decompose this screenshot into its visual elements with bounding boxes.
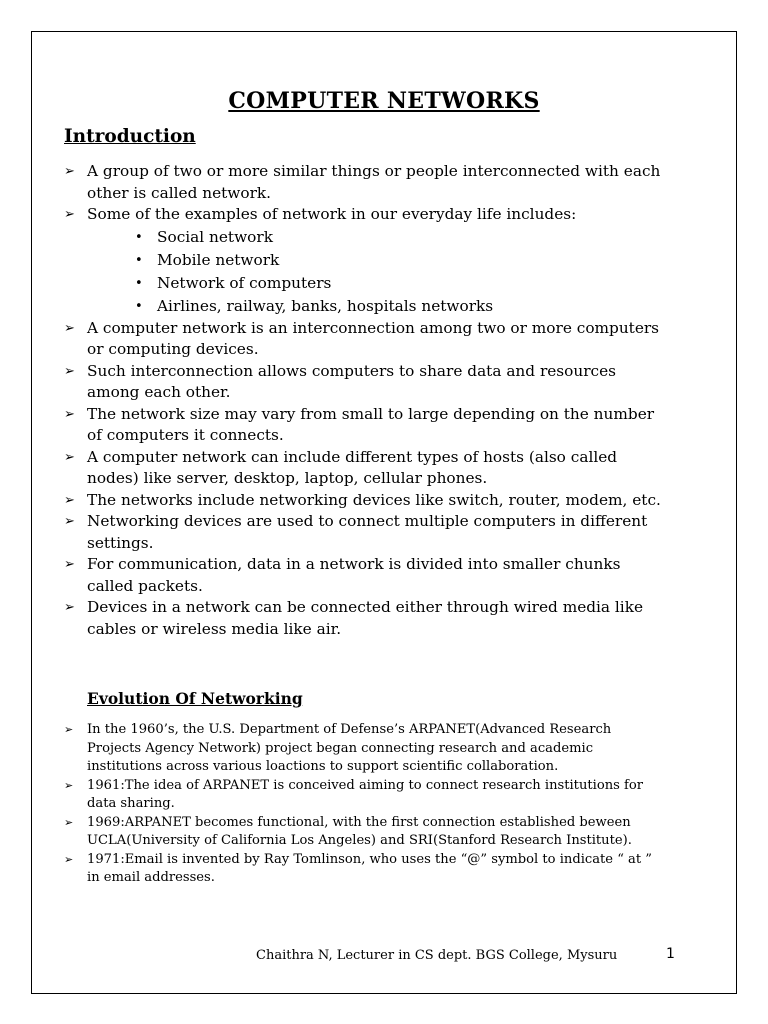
list-item-text: Some of the examples of network in our everyday life includes: [87, 205, 577, 223]
list-item [64, 511, 664, 554]
list-item [64, 851, 664, 888]
arrow-bullet-icon: ➢ [64, 723, 74, 736]
arrow-bullet-icon: ➢ [64, 320, 75, 336]
list-item [64, 161, 664, 204]
arrow-bullet-icon: ➢ [64, 449, 75, 465]
dot-bullet-icon: • [135, 252, 143, 268]
intro-heading: Introduction [64, 126, 196, 147]
list-item-text: 1961:The idea of ARPANET is conceived aiming to connect research institutions for data sharing. [87, 777, 644, 811]
evolution-heading: Evolution Of Networking [87, 689, 303, 708]
sub-list-item [64, 226, 664, 249]
arrow-bullet-icon: ➢ [64, 557, 75, 572]
page-footer: Chaithra N, Lecturer in CS dept. BGS College, Mysuru [256, 948, 618, 963]
list-item-text: For communication, data in a network is divided into smaller chunks called packets. [87, 555, 621, 595]
list-item-text: A computer network is an interconnection among two or more computers or computing devices. [87, 318, 660, 358]
list-item-text: In the 1960’s, the U.S. Department of Defense’s ARPANET(Advanced Research Projects Agency Network) project began connecting research and academic institutions across various loactions to support scientific collaboration. [87, 722, 612, 774]
list-item [64, 204, 664, 226]
list-item-text: 1971:Email is invented by Ray Tomlinson, who uses the “@” symbol to indicate “ at ” in email addresses. [87, 851, 652, 885]
arrow-bullet-icon: ➢ [64, 164, 75, 179]
list-item [64, 814, 664, 851]
arrow-bullet-icon: ➢ [64, 363, 75, 379]
list-item [64, 490, 664, 512]
list-item [64, 554, 664, 597]
sub-list-item [64, 272, 664, 295]
intro-list [64, 161, 664, 640]
arrow-bullet-icon: ➢ [64, 815, 74, 829]
arrow-bullet-icon: ➢ [64, 778, 74, 792]
arrow-bullet-icon: ➢ [64, 600, 75, 615]
page-number: 1 [666, 946, 675, 962]
arrow-bullet-icon: ➢ [64, 852, 74, 866]
arrow-bullet-icon: ➢ [64, 514, 75, 529]
list-item [64, 777, 664, 814]
sub-list-item [64, 249, 664, 272]
list-item [64, 447, 664, 490]
sub-list-item [64, 295, 664, 318]
arrow-bullet-icon: ➢ [64, 207, 75, 222]
dot-bullet-icon: • [135, 229, 143, 245]
list-item-text: The network size may vary from small to large depending on the number of computers it connects. [87, 404, 655, 444]
list-item [64, 404, 664, 447]
evolution-list [64, 721, 664, 888]
sub-list-item-text: Airlines, railway, banks, hospitals networks [157, 296, 494, 315]
list-item [64, 361, 664, 404]
arrow-bullet-icon: ➢ [64, 406, 75, 422]
list-item-text: A computer network can include different types of hosts (also called nodes) like server, desktop, laptop, cellular phones. [87, 447, 618, 487]
sub-list-item-text: Social network [157, 227, 273, 246]
dot-bullet-icon: • [135, 275, 143, 291]
list-item-text: Such interconnection allows computers to share data and resources among each other. [87, 361, 616, 401]
dot-bullet-icon: • [135, 298, 143, 314]
list-item [64, 721, 664, 777]
sub-list-item-text: Mobile network [157, 250, 280, 269]
list-item-text: The networks include networking devices like switch, router, modem, etc. [87, 490, 661, 509]
list-item-text: A group of two or more similar things or people interconnected with each other is called network. [87, 162, 661, 202]
list-item-text: 1969:ARPANET becomes functional, with the first connection established beween UCLA(University of California Los Angeles) and SRI(Stanford Research Institute). [87, 814, 632, 848]
page-title: COMPUTER NETWORKS [228, 88, 540, 114]
sub-list-item-text: Network of computers [157, 273, 332, 292]
arrow-bullet-icon: ➢ [64, 492, 75, 508]
list-item [64, 318, 664, 361]
list-item [64, 597, 664, 640]
list-item-text: Networking devices are used to connect multiple computers in different settings. [87, 512, 648, 552]
list-item-text: Devices in a network can be connected either through wired media like cables or wireless media like air. [87, 598, 644, 638]
